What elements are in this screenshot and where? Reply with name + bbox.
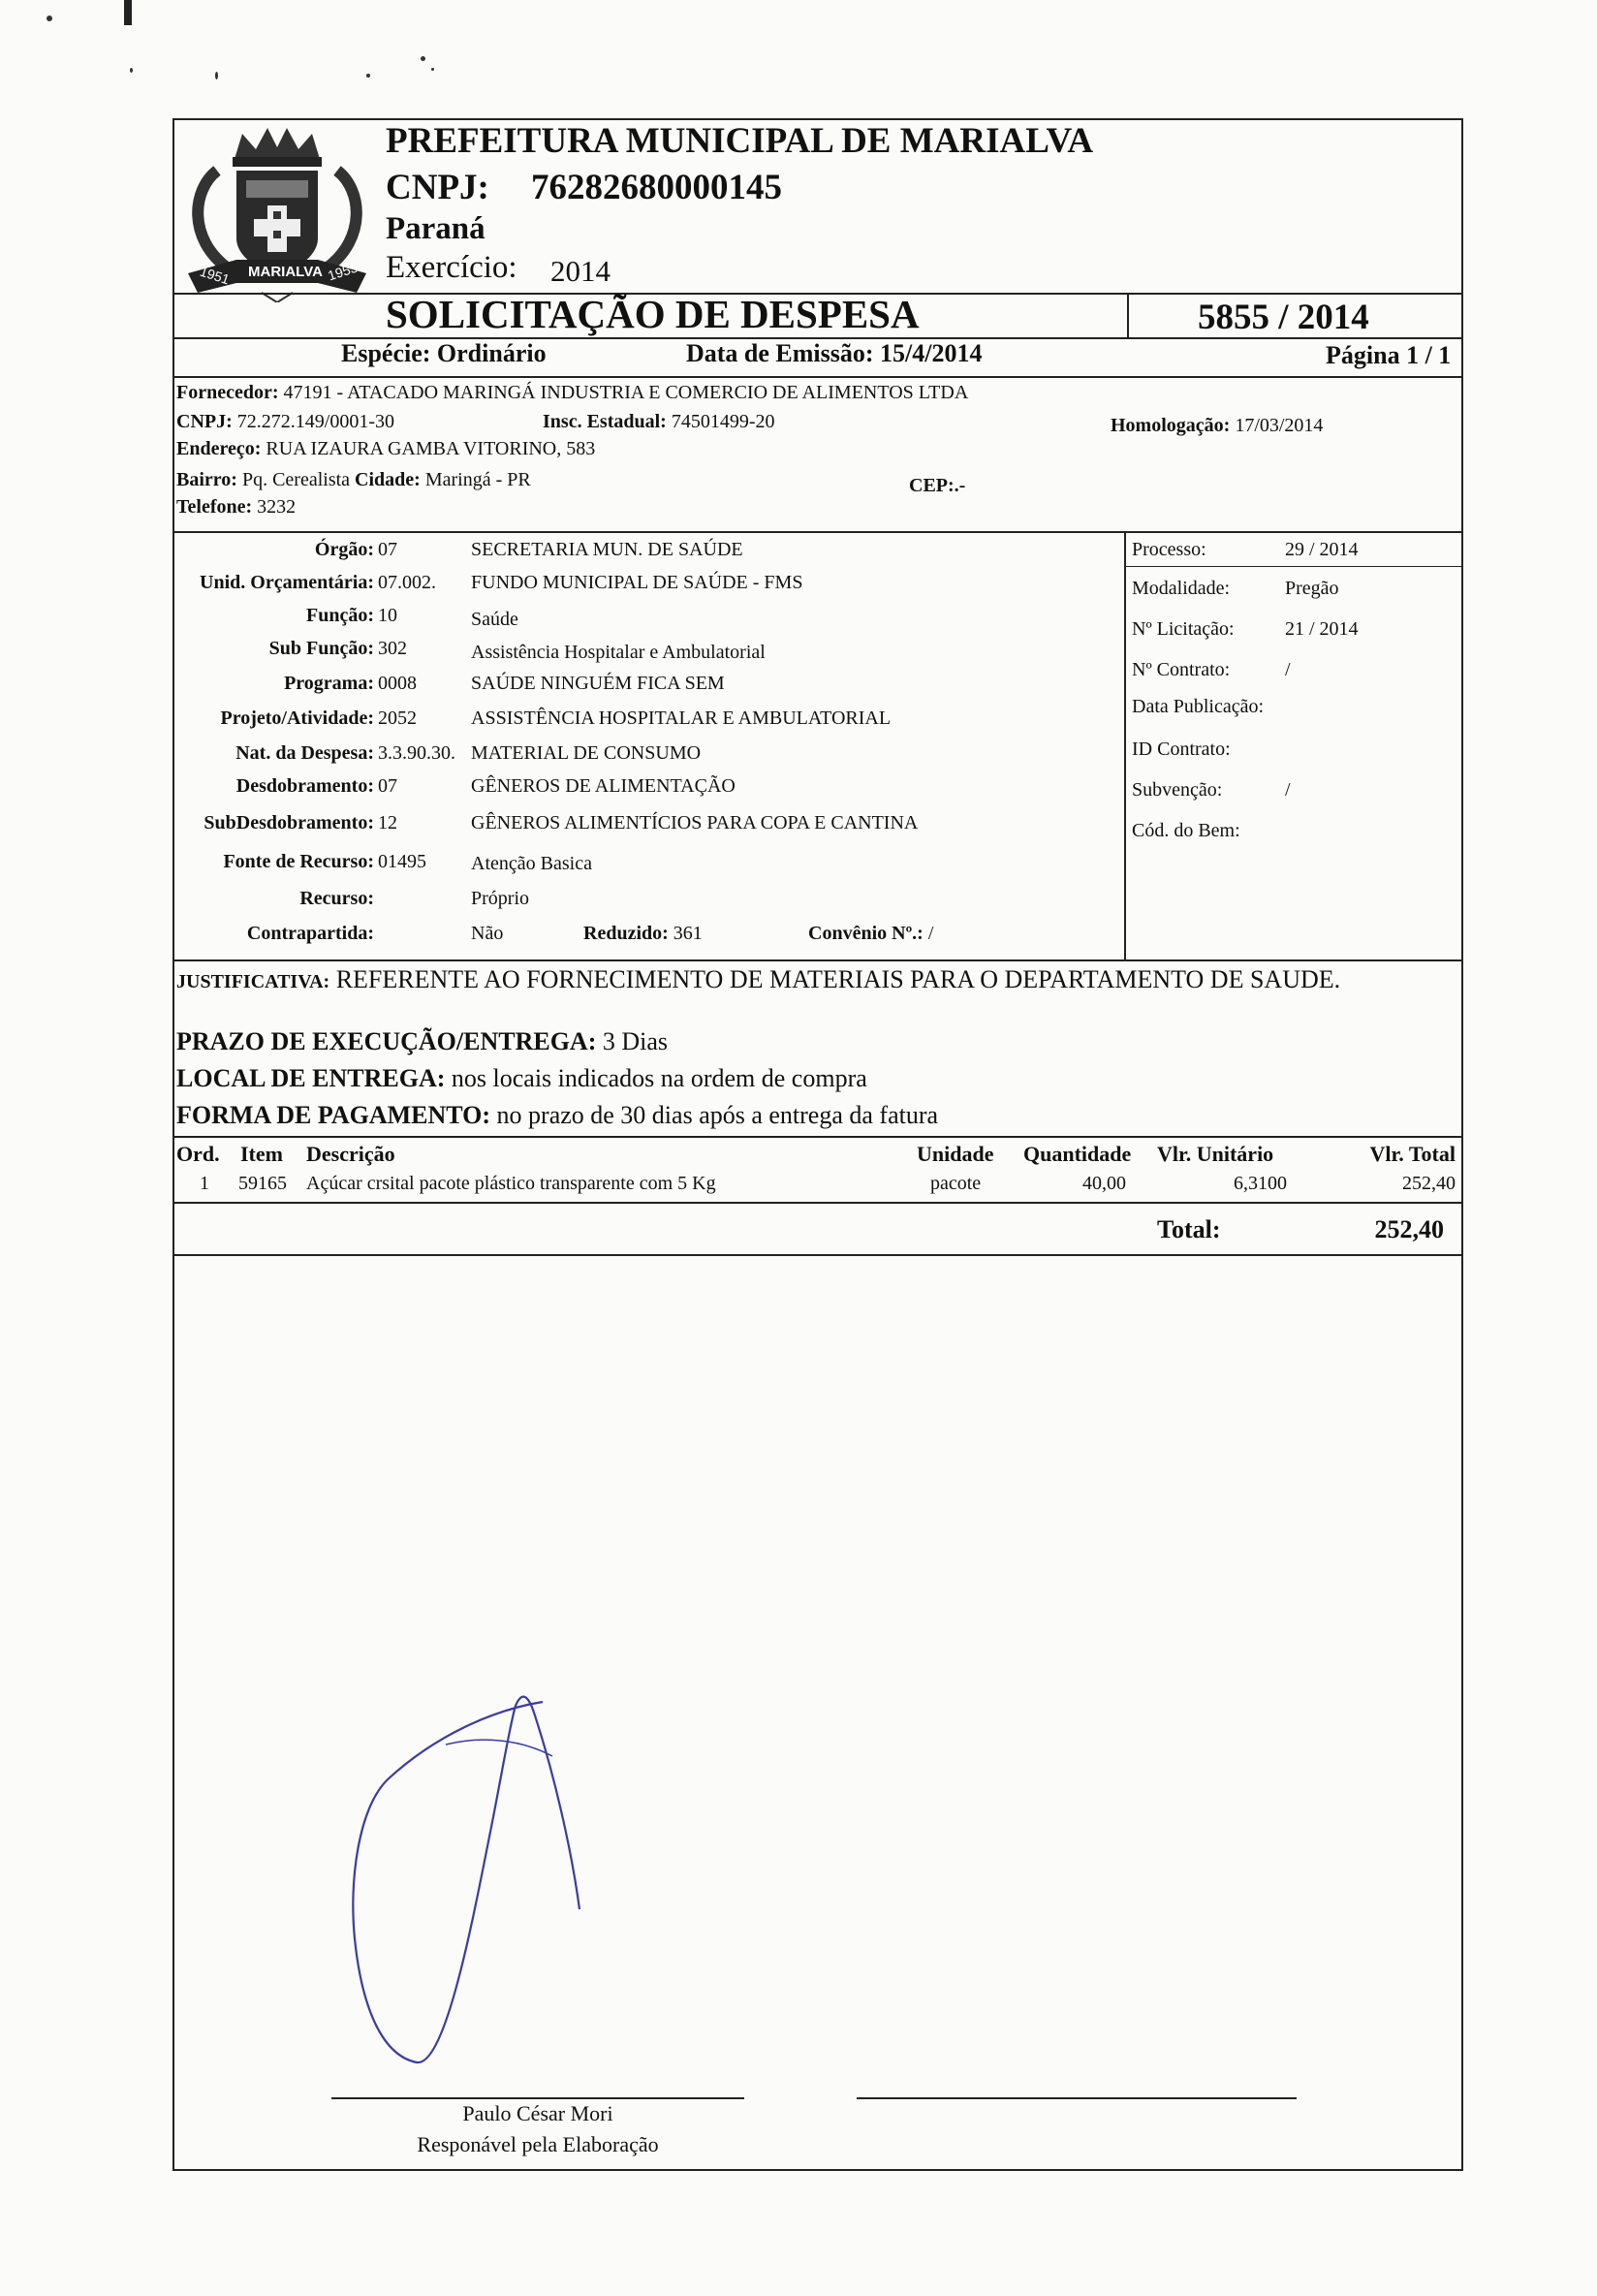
processo-label: Processo: — [1132, 539, 1206, 560]
especie: Espécie: Ordinário — [341, 339, 547, 367]
budget-bottom-rule — [172, 959, 1463, 961]
forma-pagamento — [176, 1101, 938, 1130]
fornecedor-label: Fornecedor: — [176, 382, 279, 403]
endereco-label: Endereço: — [176, 438, 262, 459]
items-total-rule — [172, 1254, 1463, 1256]
unid-code: 07.002. — [378, 572, 436, 593]
meta-bottom-rule — [172, 376, 1463, 378]
items-header-item: Item — [240, 1142, 283, 1166]
org-cnpj-value: 76282680000145 — [531, 168, 782, 207]
insc-value: 74501499-20 — [671, 411, 775, 432]
orgao-desc: SECRETARIA MUN. DE SAÚDE — [471, 539, 743, 560]
forma-label: FORMA DE PAGAMENTO: — [176, 1101, 491, 1129]
convenio-value: / — [927, 923, 934, 944]
prazo-value: 3 Dias — [602, 1027, 669, 1055]
supplier-cnpj — [176, 411, 394, 433]
scan-speck — [431, 68, 434, 71]
org-cnpj-label: CNPJ: — [386, 168, 489, 207]
local-entrega — [176, 1064, 867, 1093]
forma-value: no prazo de 30 dias após a entrega da fatura — [496, 1101, 939, 1129]
row-quantidade: 40,00 — [1082, 1173, 1126, 1194]
prazo-label: PRAZO DE EXECUÇÃO/ENTREGA: — [176, 1027, 597, 1055]
justificativa — [176, 965, 1340, 994]
programa-label: Programa: — [284, 673, 374, 694]
coat-of-arms-icon — [178, 122, 376, 302]
bairro-value: Pq. Cerealista — [241, 469, 351, 490]
subvencao-label: Subvenção: — [1132, 779, 1223, 801]
fornecedor-value: 47191 - ATACADO MARINGÁ INDUSTRIA E COMERCIO DE ALIMENTOS LTDA — [283, 382, 969, 403]
supplier-endereco — [176, 438, 595, 460]
items-header-unidade: Unidade — [917, 1142, 994, 1166]
fonte-label: Fonte de Recurso: — [223, 851, 374, 872]
justification-bottom-rule — [172, 1136, 1463, 1138]
natureza-desc: MATERIAL DE CONSUMO — [471, 742, 702, 764]
row-item: 59165 — [238, 1173, 287, 1194]
homologacao-label: Homologação: — [1111, 415, 1231, 436]
exercise-value: 2014 — [550, 254, 611, 288]
contrato-label: Nº Contrato: — [1132, 659, 1231, 680]
telefone-value: 3232 — [257, 496, 297, 518]
unid-desc: FUNDO MUNICIPAL DE SAÚDE - FMS — [471, 572, 803, 593]
bairro-label: Bairro: — [176, 469, 237, 490]
subvencao-value: / — [1285, 779, 1291, 801]
publicacao-label: Data Publicação: — [1132, 696, 1265, 717]
cidade-value: Maringá - PR — [424, 469, 531, 490]
signer-name: Paulo César Mori — [462, 2101, 613, 2125]
items-header-ord: Ord. — [176, 1142, 220, 1166]
natureza-code: 3.3.90.30. — [378, 742, 455, 764]
reduzido-value: 361 — [673, 923, 703, 944]
items-header-descricao: Descrição — [306, 1142, 395, 1166]
justificativa-value: REFERENTE AO FORNECIMENTO DE MATERIAIS PARA O DEPARTAMENTO DE SAUDE. — [335, 965, 1341, 993]
scan-speck — [421, 56, 425, 61]
org-name: PREFEITURA MUNICIPAL DE MARIALVA — [386, 121, 1094, 161]
org-state: Paraná — [386, 211, 485, 246]
fonte-desc: Atenção Basica — [471, 853, 592, 874]
fonte-code: 01495 — [378, 851, 426, 872]
projeto-code: 2052 — [378, 708, 417, 729]
seal-banner-text: MARIALVA — [248, 264, 323, 280]
seal-year-left: 1951 — [198, 263, 232, 288]
funcao-desc: Saúde — [471, 609, 518, 630]
endereco-value: RUA IZAURA GAMBA VITORINO, 583 — [266, 438, 596, 459]
row-total: 252,40 — [1402, 1173, 1456, 1194]
pagina: Página 1 / 1 — [1326, 341, 1452, 369]
scan-speck — [215, 72, 218, 79]
natureza-label: Nat. da Despesa: — [235, 742, 374, 764]
recurso-label: Recurso: — [299, 888, 374, 909]
programa-code: 0008 — [378, 673, 417, 694]
row-descricao: Açúcar crsital pacote plástico transparente com 5 Kg — [306, 1173, 716, 1194]
insc-label: Insc. Estadual: — [543, 411, 667, 432]
row-unidade: pacote — [930, 1173, 982, 1194]
scan-speck — [130, 68, 133, 73]
supplier-telefone — [176, 496, 296, 519]
telefone-label: Telefone: — [176, 496, 253, 518]
doc-number: 5855 / 2014 — [1198, 298, 1369, 337]
desdobramento-code: 07 — [378, 775, 397, 797]
funcao-code: 10 — [378, 605, 397, 626]
scan-speck — [47, 16, 52, 21]
signature-line-right — [857, 2097, 1297, 2099]
reduzido — [583, 923, 703, 945]
subfuncao-label: Sub Função: — [268, 638, 374, 659]
row-ord: 1 — [200, 1173, 209, 1194]
data-emissao: Data de Emissão: 15/4/2014 — [686, 339, 983, 367]
justificativa-label: JUSTIFICATIVA: — [176, 971, 330, 992]
licitacao-value: 21 / 2014 — [1285, 618, 1359, 640]
subdesdobramento-desc: GÊNEROS ALIMENTÍCIOS PARA COPA E CANTINA — [471, 812, 919, 833]
cidade-label: Cidade: — [355, 469, 421, 490]
orgao-label: Órgão: — [314, 539, 374, 560]
subfuncao-code: 302 — [378, 638, 407, 659]
scan-speck — [366, 74, 370, 78]
prazo — [176, 1027, 668, 1056]
subdesdobramento-code: 12 — [378, 812, 397, 833]
doc-title: SOLICITAÇÃO DE DESPESA — [386, 292, 920, 336]
supplier-bottom-rule — [172, 531, 1463, 533]
convenio — [808, 923, 933, 945]
orgao-code: 07 — [378, 539, 397, 560]
licitacao-label: Nº Licitação: — [1132, 618, 1235, 640]
items-rule — [172, 1202, 1463, 1204]
items-header-quantidade: Quantidade — [1023, 1142, 1132, 1166]
programa-desc: SAÚDE NINGUÉM FICA SEM — [471, 673, 725, 694]
exercise-label: Exercício: — [386, 250, 517, 285]
title-divider — [1127, 293, 1129, 337]
row-unitario: 6,3100 — [1234, 1173, 1287, 1194]
local-value: nos locais indicados na ordem de compra — [451, 1064, 867, 1092]
scan-mark — [124, 0, 132, 25]
recurso-desc: Próprio — [471, 888, 529, 909]
total-value: 252,40 — [1374, 1215, 1444, 1243]
seal-year-right: 1953 — [326, 259, 360, 284]
processo-value: 29 / 2014 — [1285, 539, 1359, 560]
projeto-desc: ASSISTÊNCIA HOSPITALAR E AMBULATORIAL — [471, 708, 892, 729]
contrato-value: / — [1285, 659, 1291, 680]
homologacao-value: 17/03/2014 — [1235, 415, 1324, 436]
id-contrato-label: ID Contrato: — [1132, 739, 1231, 760]
homologacao — [1111, 415, 1323, 437]
supplier-cnpj-label: CNPJ: — [176, 411, 233, 432]
reduzido-label: Reduzido: — [583, 923, 669, 944]
cod-bem-label: Cód. do Bem: — [1132, 820, 1240, 841]
handwritten-signature — [329, 1686, 640, 2074]
unid-label: Unid. Orçamentária: — [200, 572, 374, 593]
modalidade-label: Modalidade: — [1132, 578, 1231, 599]
items-header-total: Vlr. Total — [1369, 1142, 1456, 1166]
desdobramento-label: Desdobramento: — [235, 775, 374, 797]
processo-rule — [1124, 566, 1463, 567]
cep-label: CEP:.- — [909, 475, 966, 496]
modalidade-value: Pregão — [1285, 578, 1339, 599]
supplier-line — [176, 382, 968, 404]
signer-role: Responável pela Elaboração — [417, 2132, 659, 2156]
contrapartida-label: Contrapartida: — [246, 923, 374, 944]
funcao-label: Função: — [306, 605, 374, 626]
budget-process-divider — [1124, 531, 1126, 961]
items-header-unitario: Vlr. Unitário — [1157, 1142, 1274, 1166]
desdobramento-desc: GÊNEROS DE ALIMENTAÇÃO — [471, 775, 736, 797]
supplier-bairro — [176, 469, 531, 491]
total-label: Total: — [1157, 1215, 1221, 1243]
convenio-label: Convênio Nº.: — [808, 923, 924, 944]
subdesdobramento-label: SubDesdobramento: — [204, 812, 374, 833]
subfuncao-desc: Assistência Hospitalar e Ambulatorial — [471, 642, 766, 663]
local-label: LOCAL DE ENTREGA: — [176, 1064, 446, 1092]
supplier-cnpj-value: 72.272.149/0001-30 — [236, 411, 394, 432]
projeto-label: Projeto/Atividade: — [220, 708, 374, 729]
supplier-insc — [543, 411, 774, 433]
contrapartida-value: Não — [471, 923, 504, 944]
signature-line-left — [331, 2097, 744, 2099]
